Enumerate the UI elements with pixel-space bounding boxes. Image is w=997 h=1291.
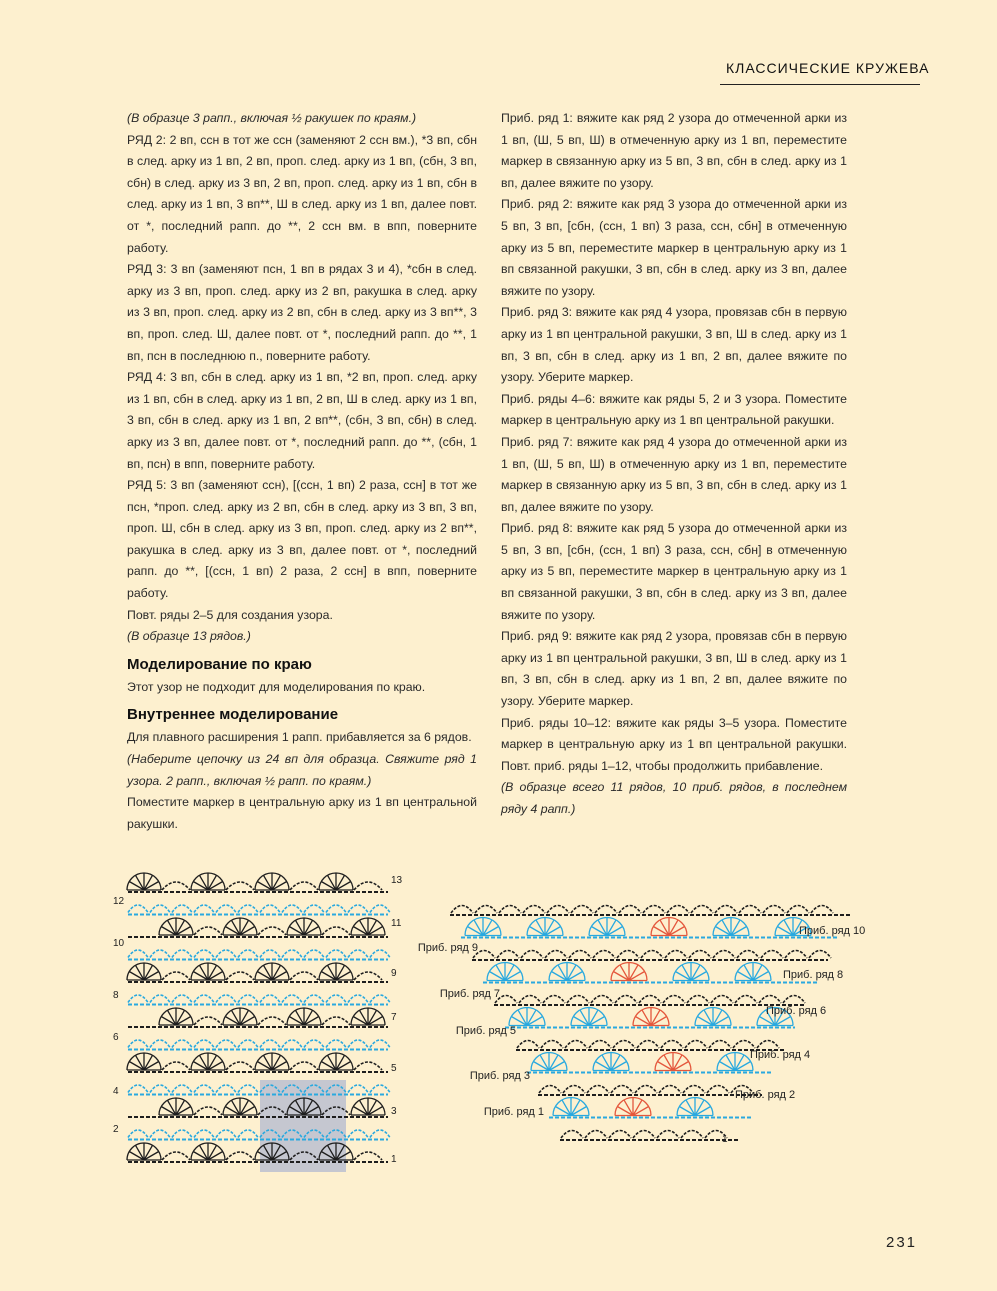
- row-number-label: 13: [391, 875, 403, 886]
- chain-arc: [354, 882, 382, 890]
- chain-arc: [451, 906, 473, 914]
- chain-arc: [128, 950, 148, 958]
- chain-arc: [737, 951, 759, 959]
- chain-arc: [172, 1130, 192, 1138]
- chain-arc: [326, 950, 346, 958]
- chain-arc: [172, 995, 192, 1003]
- paragraph: (В образце 13 рядов.): [127, 629, 251, 644]
- chain-arc: [609, 1131, 631, 1139]
- chain-arc: [545, 951, 567, 959]
- chain-arc: [194, 995, 214, 1003]
- paragraph: Для плавного расширения 1 рапп. прибавляется за 6 рядов.: [127, 730, 472, 745]
- chain-arc: [595, 906, 617, 914]
- chain-arc: [282, 950, 302, 958]
- chain-arc: [150, 905, 170, 913]
- increase-row-label: Приб. ряд 6: [766, 1005, 827, 1017]
- chain-arc: [348, 1040, 368, 1048]
- paragraph: Приб. ряд 9: вяжите как ряд 2 узора, провязав сбн в первую арку из 1 вп центральной ракушки, 3 вп, Ш в след. арку из 1 вп, 3 вп, сбн в след. арку из 1 вп, 2 вп, далее вяжите по узору. Уберите маркер.: [501, 629, 847, 709]
- chain-arc: [162, 882, 190, 890]
- increase-row-label: Приб. ряд 10: [799, 925, 866, 937]
- chain-arc: [348, 950, 368, 958]
- chain-arc: [563, 1086, 585, 1094]
- row-number-label: 8: [113, 990, 119, 1001]
- chain-arc: [591, 996, 613, 1004]
- chain-arc: [763, 906, 785, 914]
- section-heading: Внутреннее моделирование: [127, 706, 339, 724]
- paragraph: (В образце 3 рапп., включая ½ ракушек по краям.): [127, 111, 417, 125]
- chain-arc: [354, 1062, 382, 1070]
- chain-arc: [258, 1017, 286, 1025]
- chain-arc: [643, 906, 665, 914]
- row-number-label: 9: [391, 968, 397, 979]
- chain-arc: [585, 1131, 607, 1139]
- chain-arc: [260, 1040, 280, 1048]
- chain-arc: [260, 950, 280, 958]
- chain-arc: [238, 950, 258, 958]
- chain-arc: [587, 1086, 609, 1094]
- left-text-column: [127, 108, 477, 835]
- chain-arc: [521, 951, 543, 959]
- increase-row-label: Приб. ряд 7: [439, 988, 500, 1000]
- paragraph: РЯД 3: 3 вп (заменяют псн, 1 вп в рядах 3 и 4), *сбн в след. арку из 3 вп, проп. след. арку из 2 вп, ракушка в след. арку из 3 вп, проп. след. арку из 2 вп, сбн в след. арку из 3 вп**, 3 вп, проп. след. Ш, далее повт. от *, последний рапп. до **, 1 вп, псн в последнюю п., поверните работу.: [127, 262, 477, 363]
- paragraph: Приб. ряд 3: вяжите как ряд 4 узора, провязав сбн в первую арку из 1 вп центральной ракушки, 3 вп, Ш в след. арку из 1 вп, 3 вп, сбн в след. арку из 1 вп, 2 вп, далее вяжите по узору. Уберите маркер.: [501, 305, 847, 385]
- paragraph: РЯД 4: 3 вп, сбн в след. арку из 1 вп, *2 вп, проп. след. арку из 1 вп, сбн в след. арку из 1 вп, 2 вп, Ш в след. арку из 1 вп, 3 вп, сбн в след. арку из 1 вп, 2 вп**, (сбн, 3 вп, сбн) в след. арку из 3 вп, далее повт. от *, последний рапп. до **, (сбн, 1 вп, псн) в впп, поверните работу.: [127, 370, 477, 471]
- chain-arc: [322, 1017, 350, 1025]
- chain-arc: [611, 1086, 633, 1094]
- chain-arc: [128, 1130, 148, 1138]
- crochet-chart-increase-pattern: [410, 872, 890, 1162]
- chain-arc: [304, 905, 324, 913]
- row-number-label: 11: [391, 918, 402, 929]
- chain-arc: [194, 905, 214, 913]
- chain-arc: [370, 1040, 390, 1048]
- chain-arc: [216, 1085, 236, 1093]
- chain-arc: [370, 995, 390, 1003]
- chain-arc: [565, 1041, 587, 1049]
- chain-arc: [150, 1040, 170, 1048]
- chain-arc: [659, 1086, 681, 1094]
- chain-arc: [657, 1131, 679, 1139]
- row-number-label: 2: [113, 1124, 119, 1135]
- paragraph: Приб. ряды 4–6: вяжите как ряды 5, 2 и 3 узора. Поместите маркер в центральную арку из 1 вп центральной ракушки.: [501, 391, 847, 428]
- chain-arc: [637, 1041, 659, 1049]
- chain-arc: [787, 906, 809, 914]
- chain-arc: [260, 995, 280, 1003]
- increase-row-label: Приб. ряд 9: [417, 942, 478, 954]
- chain-arc: [216, 905, 236, 913]
- chain-arc: [519, 996, 541, 1004]
- chain-arc: [709, 1041, 731, 1049]
- chain-arc: [497, 951, 519, 959]
- paragraph: РЯД 2: 2 вп, ссн в тот же ссн (заменяют 2 ссн вм.), *3 вп, сбн в след. арку из 1 вп, 2 вп, проп. след. арку из 1 вп, (сбн, 3 вп, сбн) в след. арку из 3 вп, 2 вп, проп. след. арку из 1 вп, сбн в след. арку из 1 вп, 3 вп**, Ш в след. арку из 1 вп, далее повт. от *, последний рапп. до **, 2 ссн вм. в впп, поверните работу.: [127, 132, 477, 255]
- chain-arc: [715, 906, 737, 914]
- chain-arc: [172, 1085, 192, 1093]
- running-header: КЛАССИЧЕСКИЕ КРУЖЕВА: [726, 60, 930, 76]
- paragraph: Приб. ряд 1: вяжите как ряд 2 узора до отмеченной арки из 1 вп, (Ш, 5 вп, Ш) в отмеченную арку из 1 вп, переместите маркер в связанную арку из 5 вп, 3 вп, сбн в след. арку из 1 вп, далее вяжите по узору.: [501, 111, 847, 190]
- chain-arc: [541, 1041, 563, 1049]
- chain-arc: [739, 906, 761, 914]
- chain-arc: [811, 906, 833, 914]
- chain-arc: [639, 996, 661, 1004]
- chain-arc: [150, 1130, 170, 1138]
- chain-arc: [348, 1130, 368, 1138]
- chain-arc: [689, 951, 711, 959]
- chain-arc: [785, 951, 807, 959]
- chain-arc: [348, 905, 368, 913]
- chain-arc: [172, 905, 192, 913]
- paragraph: Приб. ряд 2: вяжите как ряд 3 узора до отмеченной арки из 5 вп, 3 вп, [сбн, (ссн, 1 вп) 3 раза, ссн, сбн] в отмеченную арку из 5 вп, переместите маркер в центральную арку из 1 вп связанной ракушки, 3 вп, сбн в след. арку из 3 вп, далее вяжите по узору.: [501, 197, 847, 298]
- chain-arc: [475, 906, 497, 914]
- chain-arc: [326, 1040, 346, 1048]
- chain-arc: [194, 1017, 222, 1025]
- chain-arc: [735, 996, 757, 1004]
- chain-arc: [194, 1085, 214, 1093]
- chain-arc: [370, 905, 390, 913]
- chain-arc: [194, 1130, 214, 1138]
- paragraph: Приб. ряд 8: вяжите как ряд 5 узора до отмеченной арки из 5 вп, 3 вп, [сбн, (ссн, 1 вп) 3 раза, ссн, сбн] в отмеченную арку из 5 вп, переместите маркер в центральную арку из 1 вп связанной ракушки, 3 вп, сбн в след. арку из 3 вп, далее вяжите по узору.: [501, 521, 847, 622]
- chain-arc: [615, 996, 637, 1004]
- increase-row-label: Приб. ряд 4: [750, 1049, 811, 1061]
- chain-arc: [304, 995, 324, 1003]
- paragraph: Повт. ряды 2–5 для создания узора.: [127, 607, 333, 622]
- chain-arc: [561, 1131, 583, 1139]
- chain-arc: [194, 927, 222, 935]
- chain-arc: [304, 950, 324, 958]
- chain-arc: [216, 1130, 236, 1138]
- paragraph: (Наберите цепочку из 24 вп для образца. Свяжите ряд 1 узора. 2 рапп., включая ½ рапп. по краям.): [127, 752, 477, 788]
- chain-arc: [258, 927, 286, 935]
- chain-arc: [172, 950, 192, 958]
- chain-arc: [523, 906, 545, 914]
- chain-arc: [348, 995, 368, 1003]
- chain-arc: [661, 1041, 683, 1049]
- row-number-label: 1: [722, 1134, 728, 1145]
- chain-arc: [370, 1085, 390, 1093]
- chain-arc: [685, 1041, 707, 1049]
- chain-arc: [354, 1152, 382, 1160]
- row-number-label: 4: [113, 1086, 119, 1097]
- chain-arc: [226, 1152, 254, 1160]
- row-number-label: 12: [113, 896, 125, 907]
- chain-arc: [759, 996, 781, 1004]
- chain-arc: [226, 972, 254, 980]
- chain-arc: [172, 1040, 192, 1048]
- chain-arc: [128, 905, 148, 913]
- chain-arc: [290, 1062, 318, 1070]
- increase-row-label: Приб. ряд 8: [783, 969, 844, 981]
- chain-arc: [128, 995, 148, 1003]
- chain-arc: [194, 1107, 222, 1115]
- chain-arc: [370, 1130, 390, 1138]
- row-number-label: 10: [113, 938, 125, 949]
- chain-arc: [619, 906, 641, 914]
- chain-arc: [162, 1062, 190, 1070]
- chain-arc: [613, 1041, 635, 1049]
- chain-arc: [150, 995, 170, 1003]
- chain-arc: [282, 1040, 302, 1048]
- paragraph: (В образце всего 11 рядов, 10 приб. рядов, в последнем ряду 4 рапп.): [501, 780, 847, 816]
- chain-arc: [150, 950, 170, 958]
- chain-arc: [260, 905, 280, 913]
- paragraph: РЯД 5: 3 вп (заменяют ссн), [(ссн, 1 вп) 2 раза, ссн] в тот же псн, *проп. след. арку из 2 вп, сбн в след. арку из 3 вп, 3 вп, проп. Ш, сбн в след. арку из 3 вп, проп. след. арку из 2 вп**, ракушка в след. арку из 3 вп, далее повт. от *, последний рапп. до **, [(ссн, 1 вп) 2 раза, 2 ссн] в впп, поверните работу.: [127, 478, 477, 601]
- chain-arc: [238, 995, 258, 1003]
- chain-arc: [194, 950, 214, 958]
- increase-row-label: Приб. ряд 3: [469, 1070, 530, 1082]
- paragraph: Приб. ряд 7: вяжите как ряд 4 узора до отмеченной арки из 1 вп, (Ш, 5 вп, Ш) в отмеченную арку из 1 вп, переместите маркер в связанную арку из 5 вп, 3 вп, сбн в след. арку из 1 вп, далее вяжите по узору.: [501, 434, 847, 514]
- chain-arc: [304, 1040, 324, 1048]
- chain-arc: [162, 972, 190, 980]
- chain-arc: [757, 1041, 779, 1049]
- chain-arc: [569, 951, 591, 959]
- page-number: 231: [886, 1234, 918, 1251]
- chain-arc: [162, 1152, 190, 1160]
- chain-arc: [354, 972, 382, 980]
- chain-arc: [589, 1041, 611, 1049]
- increase-row-label: Приб. ряд 1: [483, 1106, 544, 1118]
- chain-arc: [617, 951, 639, 959]
- chain-arc: [282, 905, 302, 913]
- chain-arc: [641, 951, 663, 959]
- increase-row-label: Приб. ряд 2: [735, 1089, 796, 1101]
- increase-row-label: Приб. ряд 5: [455, 1025, 516, 1037]
- chain-arc: [326, 995, 346, 1003]
- paragraph: Приб. ряды 10–12: вяжите как ряды 3–5 узора. Поместите маркер в центральную арку из 1 вп центральной ракушки. Повт. приб. ряды 1–12, чтобы продолжить прибавление.: [501, 715, 847, 773]
- header-rule: [720, 84, 920, 85]
- chain-arc: [687, 996, 709, 1004]
- chain-arc: [216, 995, 236, 1003]
- chain-arc: [707, 1086, 729, 1094]
- chain-arc: [761, 951, 783, 959]
- chain-arc: [499, 906, 521, 914]
- section-heading: Моделирование по краю: [127, 655, 312, 673]
- chain-arc: [539, 1086, 561, 1094]
- chain-arc: [238, 905, 258, 913]
- chain-arc: [282, 995, 302, 1003]
- chain-arc: [663, 996, 685, 1004]
- chain-arc: [783, 996, 805, 1004]
- paragraph: Этот узор не подходит для моделирования по краю.: [127, 679, 426, 694]
- chain-arc: [711, 996, 733, 1004]
- chain-arc: [128, 1085, 148, 1093]
- chain-arc: [667, 906, 689, 914]
- chain-arc: [226, 1062, 254, 1070]
- row-number-label: 5: [391, 1063, 397, 1074]
- chain-arc: [547, 906, 569, 914]
- crochet-chart-basic-pattern: [110, 858, 410, 1178]
- chain-arc: [593, 951, 615, 959]
- chain-arc: [713, 951, 735, 959]
- chain-arc: [733, 1041, 755, 1049]
- chain-arc: [238, 1040, 258, 1048]
- chain-arc: [238, 1085, 258, 1093]
- chain-arc: [216, 950, 236, 958]
- paragraph: Поместите маркер в центральную арку из 1 вп центральной ракушки.: [127, 795, 477, 831]
- chain-arc: [665, 951, 687, 959]
- row-number-label: 7: [391, 1012, 397, 1023]
- chain-arc: [691, 906, 713, 914]
- chain-arc: [517, 1041, 539, 1049]
- chain-arc: [194, 1040, 214, 1048]
- chain-arc: [290, 972, 318, 980]
- chain-arc: [216, 1040, 236, 1048]
- row-number-label: 3: [391, 1106, 397, 1117]
- chain-arc: [633, 1131, 655, 1139]
- chain-arc: [326, 905, 346, 913]
- chain-arc: [543, 996, 565, 1004]
- row-number-label: 6: [113, 1032, 119, 1043]
- right-text-column: [501, 108, 847, 821]
- chain-arc: [571, 906, 593, 914]
- chain-arc: [238, 1130, 258, 1138]
- chain-arc: [683, 1086, 705, 1094]
- row-number-label: 1: [391, 1154, 397, 1165]
- chain-arc: [150, 1085, 170, 1093]
- chain-arc: [322, 927, 350, 935]
- chain-arc: [635, 1086, 657, 1094]
- chain-arc: [290, 882, 318, 890]
- chain-arc: [348, 1085, 368, 1093]
- chain-arc: [567, 996, 589, 1004]
- chain-arc: [370, 950, 390, 958]
- chain-arc: [128, 1040, 148, 1048]
- chain-arc: [809, 951, 831, 959]
- chain-arc: [226, 882, 254, 890]
- chain-arc: [681, 1131, 703, 1139]
